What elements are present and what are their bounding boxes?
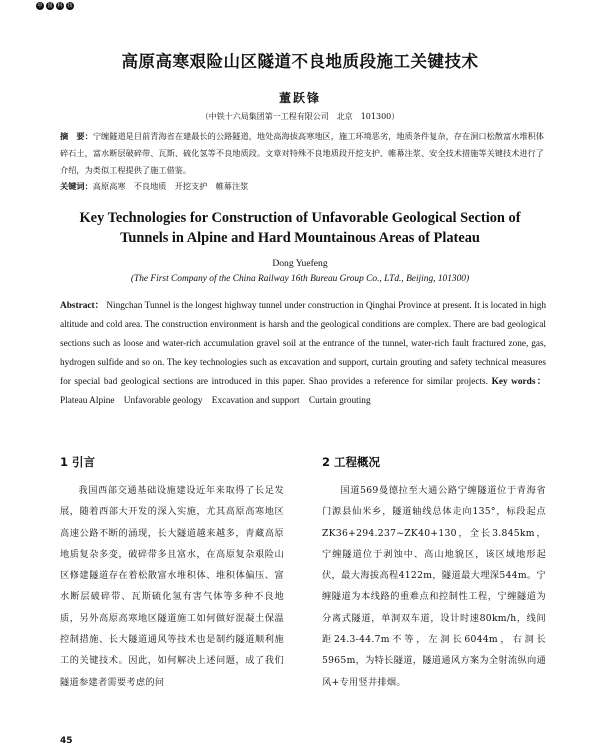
english-keywords-label: Key words： bbox=[491, 377, 547, 387]
chinese-author: 董跃锋 bbox=[278, 91, 321, 105]
english-title bbox=[0, 208, 600, 248]
chinese-abstract-text: 宁缠隧道是目前青海省在建最长的公路隧道，地处高海拔高寒地区，施工环境恶劣，地质条件复杂，存在洞口松散富水堆积体碎石土，富水断层破碎带、瓦斯、硫化氢等不良地质段。文章对特殊不良地质段开挖支护、帷幕注浆、安全技术措施等关键技术进行了介绍，为类似工程提供了施工借鉴。 bbox=[60, 131, 544, 175]
english-author: Dong Yuefeng bbox=[272, 258, 328, 269]
logo-glyph: 国 bbox=[47, 3, 53, 9]
journal-logo bbox=[36, 2, 74, 10]
page-number: 45 bbox=[60, 736, 73, 746]
chinese-keywords-label: 关键词： bbox=[60, 181, 93, 191]
english-title-line: Tunnels in Alpine and Hard Mountainous Areas of Plateau bbox=[120, 230, 480, 246]
english-abstract-text: Ningchan Tunnel is the longest highway tunnel under construction in Qinghai Province at present. It is located in high altitude and cold area. The construction environment is harsh and the geological conditions are complex. There are bad geological sections such as loose and water-rich accumulation gravel soil at the entrance of the tunnel, water-rich fault fractured zone, gas, hydrogen sulfide and so on. The key technologies such as excavation and support, curtain grouting and safety technical measures for special bad geological sections are introduced in this paper. Shao provides a reference for similar projects. bbox=[60, 301, 546, 387]
logo-glyph: 技 bbox=[67, 3, 73, 9]
section-project-overview bbox=[322, 452, 546, 693]
logo-glyph: 科 bbox=[57, 3, 63, 9]
english-abstract-label: Abstract： bbox=[60, 301, 104, 311]
section-heading: 2 工程概况 bbox=[322, 455, 381, 469]
chinese-keywords bbox=[60, 181, 544, 192]
chinese-affiliation: （中铁十六局集团第一工程有限公司 北京 101300） bbox=[200, 112, 400, 121]
logo-glyph: 中 bbox=[37, 3, 43, 9]
english-abstract bbox=[60, 297, 546, 411]
chinese-title: 高原高寒艰险山区隧道不良地质段施工关键技术 bbox=[121, 52, 479, 71]
section-body: 我国西部交通基础设施建设近年来取得了长足发展，随着西部大开发的深入实施，尤其高原高寒地区高速公路不断的涌现，长大隧道越来越多，青藏高原地质复杂多变，破碎带多且富水，在高原复杂艰险山区修建隧道存在着松散富水堆积体、堆积体偏压、富水断层破碎带、瓦斯硫化氢有害气体等多种不良地质，另外高原高寒地区隧道施工如何做好混凝土保温控制措施、长大隧道通风等技术也是制约隧道顺利施工的关键技术。因此，如何解决上述问题，成了我们隧道参建者需要考虑的问 bbox=[60, 485, 284, 688]
english-keywords-text: Plateau Alpine Unfavorable geology Excavation and support Curtain grouting bbox=[60, 396, 371, 406]
chinese-abstract bbox=[60, 128, 544, 179]
section-body: 国道569曼德拉至大通公路宁缠隧道位于青海省门源县仙米乡，隧道轴线总体走向135°，标段起点ZK36+294.237~ZK40+130，全长3.845km，宁缠隧道位于剥蚀中、高山地貌区，该区域地形起伏，最大海拔高程4122m，隧道最大埋深544m。宁缠隧道为本线路的重难点和控制性工程，宁缠隧道为分离式隧道，单洞双车道，设计时速80km/h，线间距24.3-44.7m不等，左洞长6044m，右洞长5965m，为特长隧道，隧道通风方案为全射流纵向通风+专用竖井排烟。 bbox=[322, 485, 546, 688]
section-heading: 1 引言 bbox=[60, 455, 96, 469]
english-title-line: Key Technologies for Construction of Unfavorable Geological Section of bbox=[79, 210, 521, 226]
english-affiliation: (The First Company of the China Railway 16th Bureau Group Co., LTd., Beijing, 101300) bbox=[130, 274, 470, 284]
chinese-abstract-label: 摘 要： bbox=[60, 131, 93, 141]
section-introduction bbox=[60, 452, 284, 693]
chinese-keywords-text: 高原高寒 不良地质 开挖支护 帷幕注浆 bbox=[92, 181, 249, 191]
